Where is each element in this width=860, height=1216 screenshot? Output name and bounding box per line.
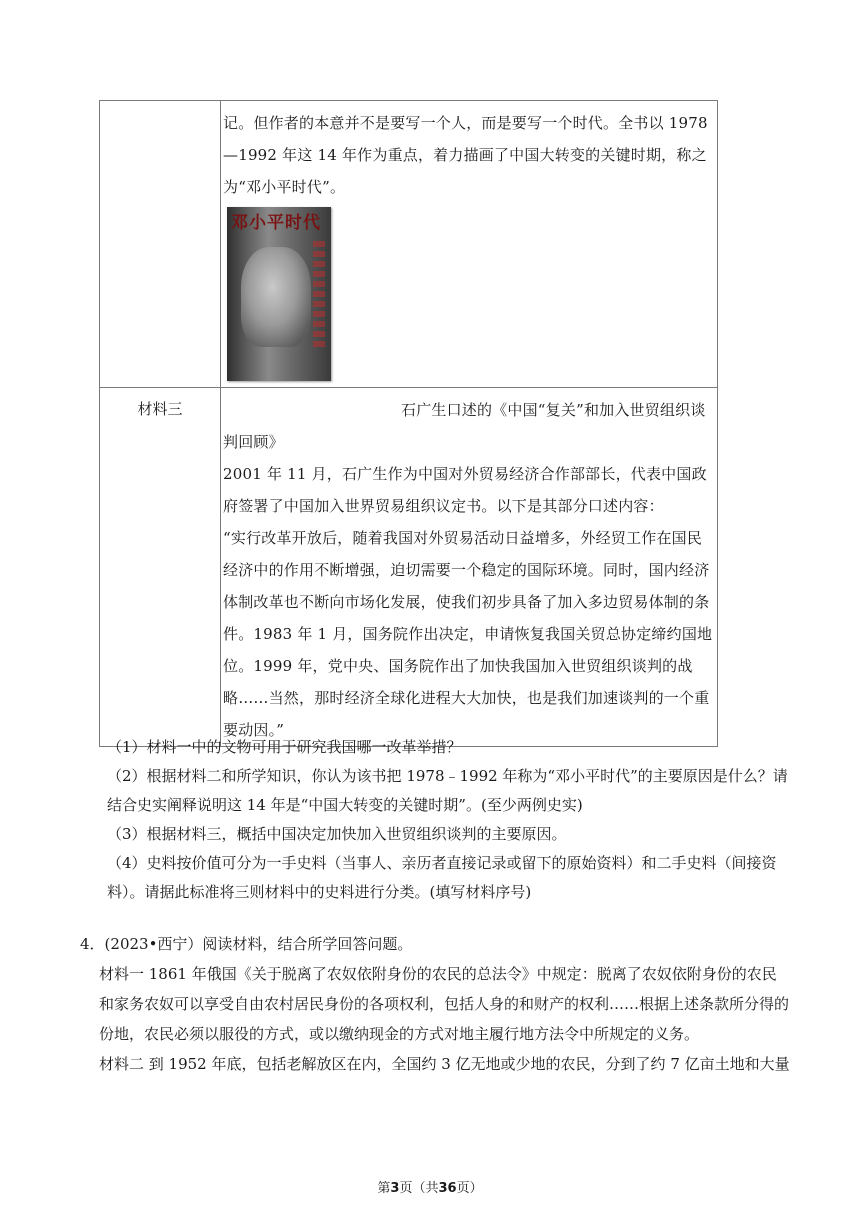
row-label-cell — [100, 101, 221, 388]
question-4: （4）史料按价值可分为一手史料（当事人、亲历者直接记录或留下的原始资料）和二手史料（间接资料）。请据此标准将三则材料中的史料进行分类。(填写材料序号) — [107, 854, 777, 901]
book-cover-image — [227, 207, 331, 381]
row-label-cell — [100, 388, 221, 747]
row-content-cell — [221, 388, 718, 747]
footer-suffix: 页） — [456, 1181, 483, 1196]
row-label — [100, 101, 220, 106]
problem-4 — [80, 929, 790, 1079]
footer-middle: 页（共 — [399, 1181, 439, 1196]
problem-4-material1: 材料一 1861 年俄国《关于脱离了农奴依附身份的农民的总法令》中规定：脱离了农奴依附身份的农民和家务农奴可以享受自由农村居民身份的各项权利，包括人身的和财产的权利……根据上述条款所分得的份地，农民必须以服役的方式，或以缴纳现金的方式对地主履行地方法令中所规定的义务。 — [99, 965, 790, 1043]
row-content-cell — [221, 101, 718, 388]
question-2: （2）根据材料二和所学知识，你认为该书把 1978﹣1992 年称为“邓小平时代”的主要原因是什么？请结合史实阐释说明这 14 年是“中国大转变的关键时期”。(至少两例史实) — [107, 767, 788, 814]
materials-table — [99, 100, 718, 747]
question-1: （1）材料一中的文物可用于研究我国哪一改革举措？ — [107, 738, 462, 756]
table-row — [100, 388, 718, 747]
problem-4-material2: 材料二 到 1952 年底，包括老解放区在内，全国约 3 亿无地或少地的农民，分到了约 7 亿亩土地和大量 — [99, 1055, 790, 1073]
material2-text: 记。但作者的本意并不是要写一个人，而是要写一个时代。全书以 1978—1992 年这 14 年作为重点，着力描画了中国大转变的关键时期，称之为“邓小平时代”。 — [223, 114, 708, 196]
footer-total-pages: 36 — [438, 1181, 457, 1196]
material3-heading: 石广生口述的《中国“复关”和加入世贸组织谈判回顾》 — [223, 401, 706, 451]
footer-prefix: 第 — [377, 1181, 391, 1196]
page-footer — [0, 1177, 860, 1196]
book-title: 邓小平时代 — [231, 213, 321, 233]
material3-intro: 2001 年 11 月，石广生作为中国对外贸易经济合作部部长，代表中国政府签署了中国加入世界贸易组织议定书。以下是其部分口述内容： — [223, 465, 707, 515]
table-row — [100, 101, 718, 388]
portrait-photo — [241, 247, 311, 347]
question-list — [99, 733, 789, 907]
question-3: （3）根据材料三，概括中国决定加快加入世贸组织谈判的主要原因。 — [107, 825, 567, 843]
footer-page-number: 3 — [390, 1181, 400, 1196]
row-label: 材料三 — [137, 400, 183, 418]
problem-4-heading: 4．(2023•西宁）阅读材料，结合所学回答问题。 — [80, 935, 413, 953]
material3-quote: “实行改革开放后，随着我国对外贸易活动日益增多，外经贸工作在国民经济中的作用不断增强，迫切需要一个稳定的国际环境。同时，国内经济体制改革也不断向市场化发展，使我们初步具备了加入多边贸易体制的条件。1983 年 1 月，国务院作出决定，申请恢复我国关贸总协定缔约国地位。1999 年，党中央、国务院作出了加快我国加入世贸组织谈判的战略……当然，那时经济全球化进程大大加快，也是我们加速谈判的一个重要动因。” — [223, 529, 713, 739]
book-spine-text — [313, 241, 325, 351]
